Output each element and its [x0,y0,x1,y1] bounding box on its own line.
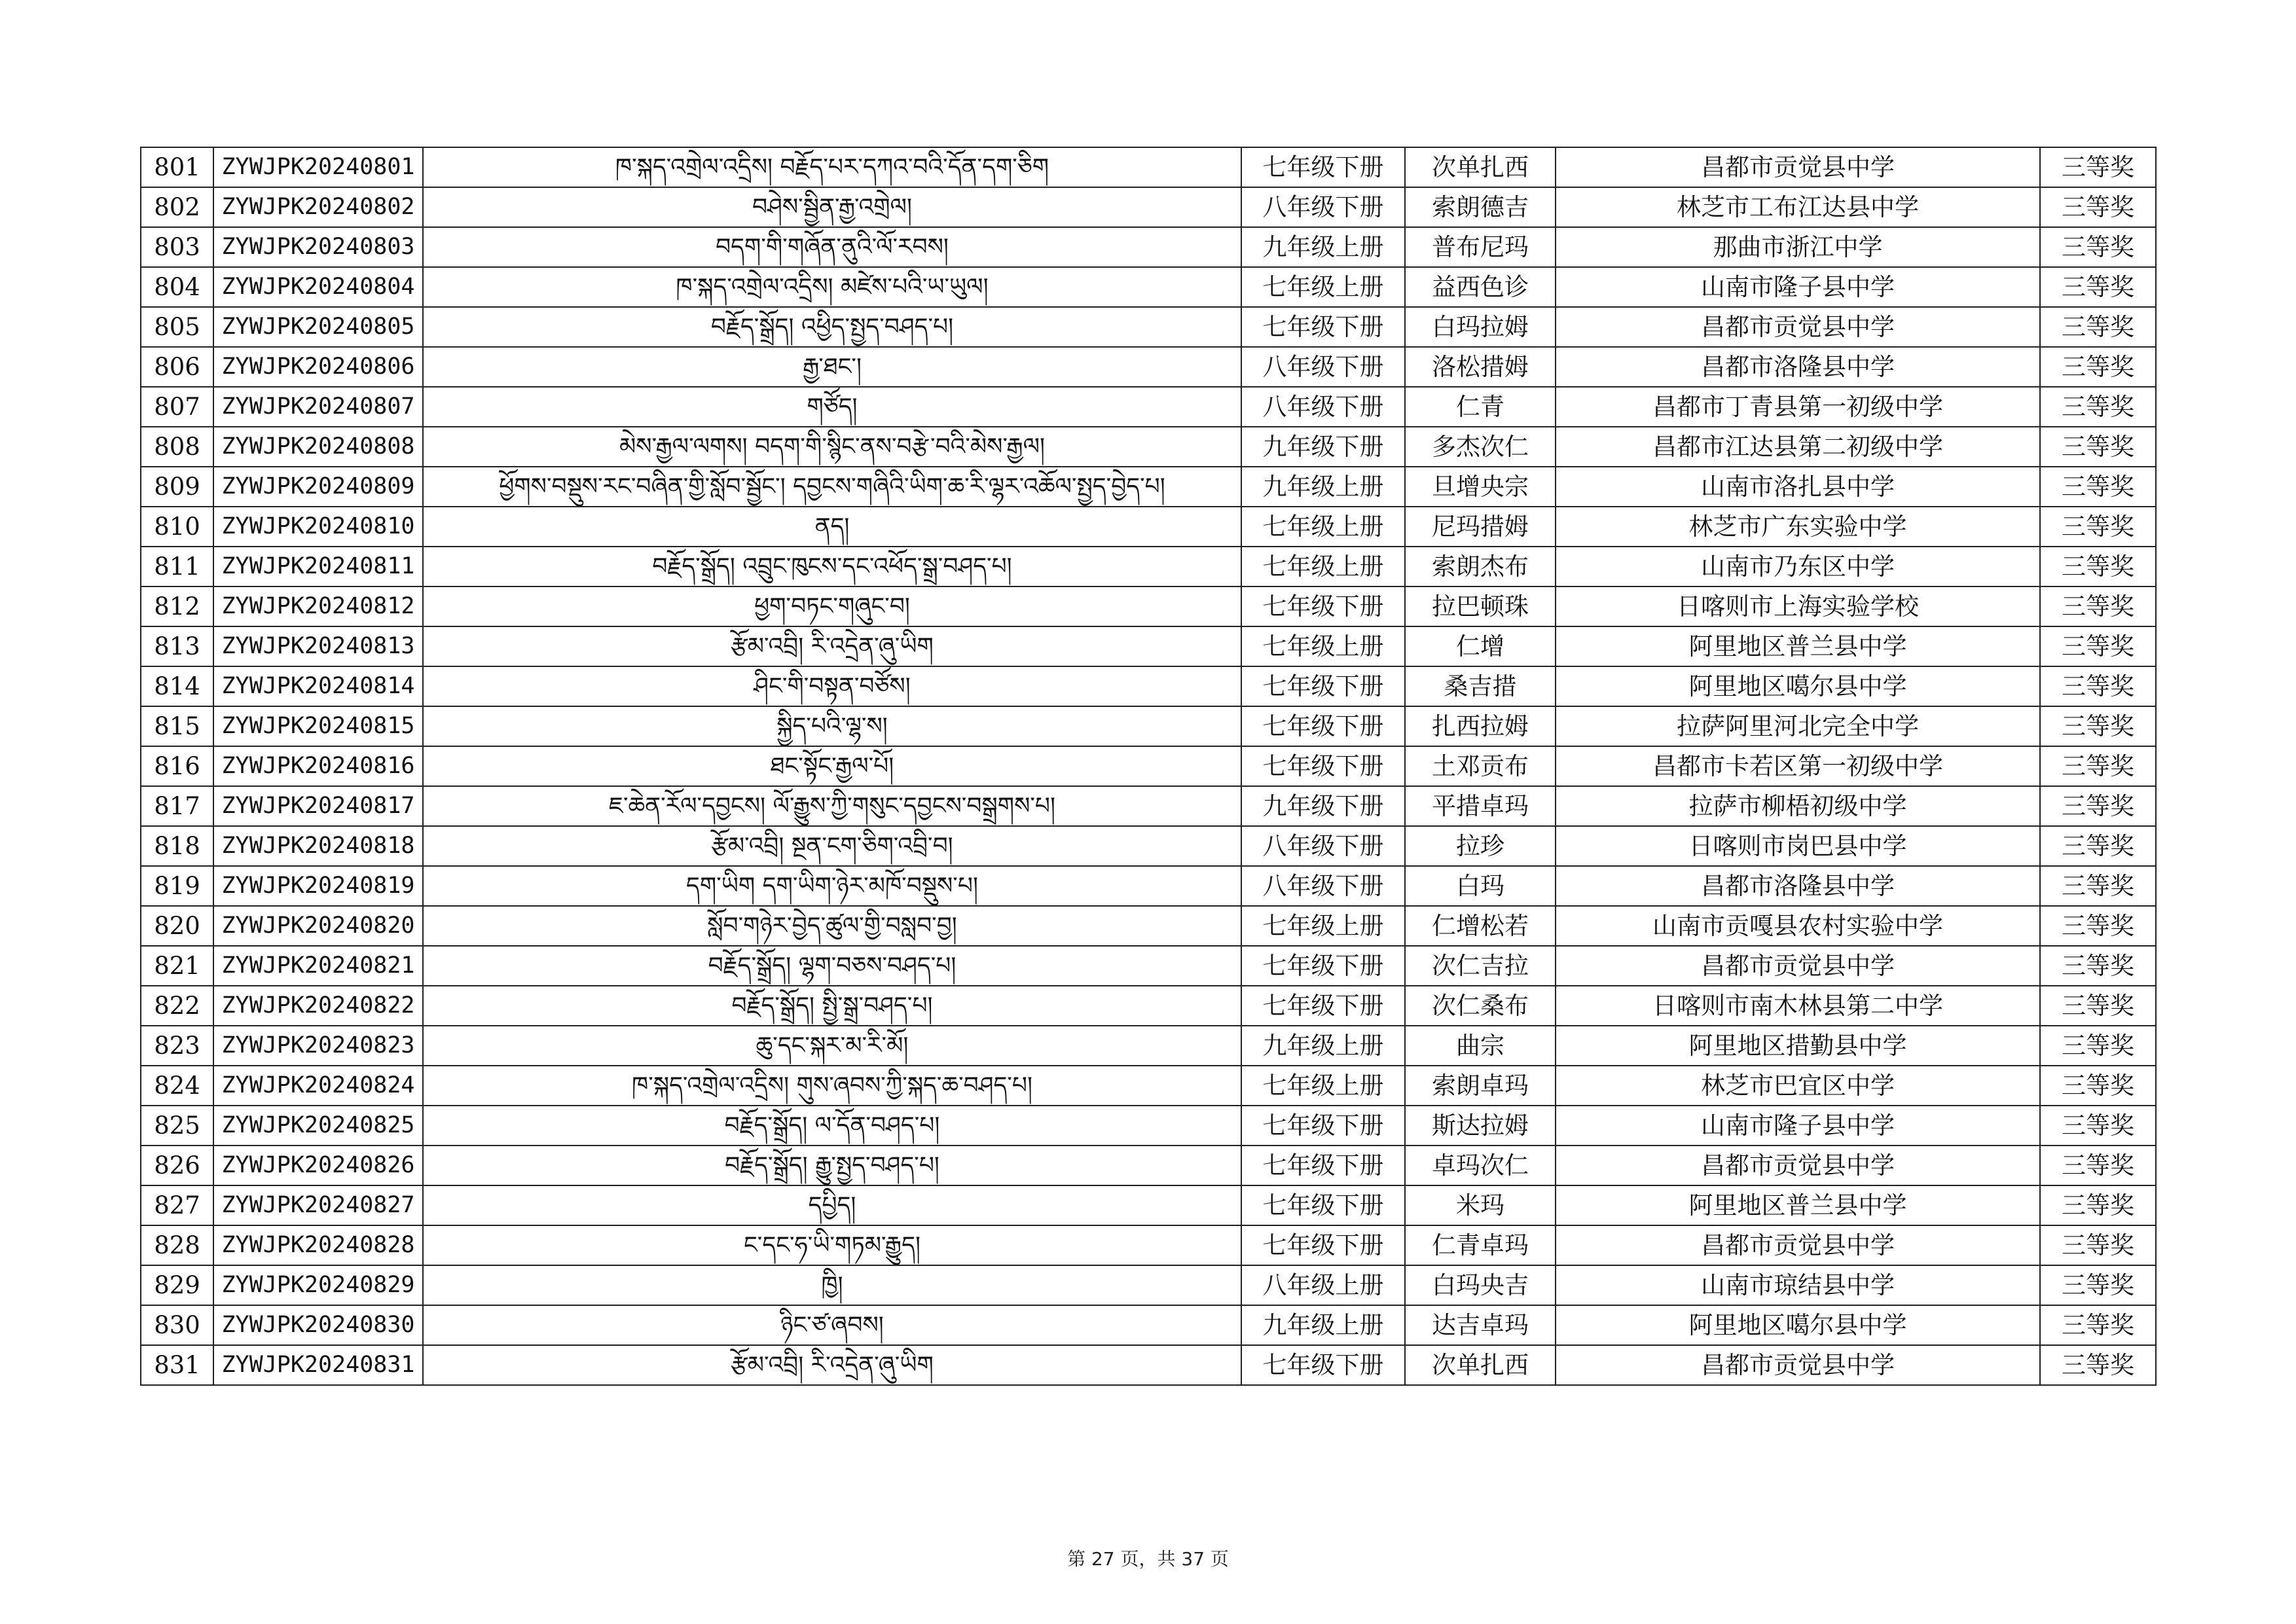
entry-code-cell: ZYWJPK20240827 [213,1185,423,1225]
table-row [141,1225,2156,1265]
school-name-cell: 林芝市工布江达县中学 [1556,187,2040,227]
textbook-grade-cell: 七年级上册 [1241,547,1405,586]
textbook-grade-cell: 八年级上册 [1241,1265,1405,1305]
lesson-title-cell: ང་དང་ཧ་ཡི་གཏམ་རྒྱུད། [423,1225,1241,1265]
row-number-cell: 808 [141,427,213,467]
table-row [141,906,2156,946]
school-name-cell: 山南市乃东区中学 [1556,547,2040,586]
teacher-name-cell: 洛松措姆 [1405,347,1556,387]
textbook-grade-cell: 九年级上册 [1241,1026,1405,1066]
lesson-title-cell: སློབ་གཉེར་བྱེད་ཚུལ་གྱི་བསླབ་བྱ། [423,906,1241,946]
entry-code-cell: ZYWJPK20240812 [213,586,423,626]
school-name-cell: 阿里地区普兰县中学 [1556,626,2040,666]
table-body [141,147,2156,1385]
entry-code-cell: ZYWJPK20240825 [213,1106,423,1146]
teacher-name-cell: 土邓贡布 [1405,746,1556,786]
lesson-title-cell: ཁ་སྐད་འགྲེལ་འདྲིས། མཛེས་པའི་ཡ་ཡུལ། [423,267,1241,307]
table-row [141,1026,2156,1066]
row-number-cell: 804 [141,267,213,307]
teacher-name-cell: 拉巴顿珠 [1405,586,1556,626]
lesson-title-cell: རྩོམ་འབྲི། རི་འདྲེན་ཞུ་ཡིག [423,626,1241,666]
lesson-title-cell: རྩོམ་འབྲི། སྔན་ངག་ཅིག་འབྲི་བ། [423,826,1241,866]
entry-code-cell: ZYWJPK20240817 [213,786,423,826]
school-name-cell: 昌都市江达县第二初级中学 [1556,427,2040,467]
textbook-grade-cell: 九年级下册 [1241,786,1405,826]
row-number-cell: 826 [141,1146,213,1185]
teacher-name-cell: 桑吉措 [1405,666,1556,706]
award-level-cell: 三等奖 [2040,786,2156,826]
textbook-grade-cell: 七年级下册 [1241,1345,1405,1385]
teacher-name-cell: 次单扎西 [1405,147,1556,187]
award-level-cell: 三等奖 [2040,307,2156,347]
award-level-cell: 三等奖 [2040,427,2156,467]
table-row [141,626,2156,666]
teacher-name-cell: 仁青卓玛 [1405,1225,1556,1265]
lesson-title-cell: ཕྱག་བཏང་གཞུང་བ། [423,586,1241,626]
lesson-title-cell: ཁྱི། [423,1265,1241,1305]
textbook-grade-cell: 八年级下册 [1241,347,1405,387]
lesson-title-cell: ཁ་སྐད་འགྲེལ་འདྲིས། བརྗོད་པར་དཀའ་བའི་དོན་དག་ཅིག [423,147,1241,187]
textbook-grade-cell: 九年级上册 [1241,467,1405,507]
award-level-cell: 三等奖 [2040,267,2156,307]
award-level-cell: 三等奖 [2040,1305,2156,1345]
entry-code-cell: ZYWJPK20240820 [213,906,423,946]
school-name-cell: 山南市琼结县中学 [1556,1265,2040,1305]
table-row [141,1185,2156,1225]
row-number-cell: 828 [141,1225,213,1265]
textbook-grade-cell: 七年级下册 [1241,307,1405,347]
row-number-cell: 814 [141,666,213,706]
lesson-title-cell: རྒྱ་ཐང་། [423,347,1241,387]
row-number-cell: 831 [141,1345,213,1385]
textbook-grade-cell: 七年级上册 [1241,507,1405,547]
textbook-grade-cell: 七年级下册 [1241,746,1405,786]
textbook-grade-cell: 七年级下册 [1241,666,1405,706]
row-number-cell: 815 [141,706,213,746]
award-level-cell: 三等奖 [2040,1146,2156,1185]
school-name-cell: 阿里地区普兰县中学 [1556,1185,2040,1225]
table-row [141,826,2156,866]
lesson-title-cell: བརྗོད་སྒྲོད། ལྷག་བཅས་བཤད་པ། [423,946,1241,986]
award-level-cell: 三等奖 [2040,547,2156,586]
award-level-cell: 三等奖 [2040,746,2156,786]
award-level-cell: 三等奖 [2040,1185,2156,1225]
lesson-title-cell: བརྗོད་སྒྲོད། ལ་དོན་བཤད་པ། [423,1106,1241,1146]
teacher-name-cell: 多杰次仁 [1405,427,1556,467]
row-number-cell: 822 [141,986,213,1026]
lesson-title-cell: ནད། [423,507,1241,547]
table-row [141,507,2156,547]
textbook-grade-cell: 七年级下册 [1241,1106,1405,1146]
entry-code-cell: ZYWJPK20240810 [213,507,423,547]
teacher-name-cell: 白玛拉姆 [1405,307,1556,347]
school-name-cell: 山南市贡嘎县农村实验中学 [1556,906,2040,946]
row-number-cell: 829 [141,1265,213,1305]
row-number-cell: 821 [141,946,213,986]
entry-code-cell: ZYWJPK20240823 [213,1026,423,1066]
textbook-grade-cell: 七年级下册 [1241,986,1405,1026]
award-level-cell: 三等奖 [2040,227,2156,267]
textbook-grade-cell: 七年级下册 [1241,1185,1405,1225]
entry-code-cell: ZYWJPK20240814 [213,666,423,706]
entry-code-cell: ZYWJPK20240802 [213,187,423,227]
row-number-cell: 809 [141,467,213,507]
teacher-name-cell: 次仁吉拉 [1405,946,1556,986]
lesson-title-cell: སྐྱིད་པའི་ལྷ་ས། [423,706,1241,746]
teacher-name-cell: 平措卓玛 [1405,786,1556,826]
teacher-name-cell: 旦增央宗 [1405,467,1556,507]
lesson-title-cell: བརྗོད་སྒྲོད། རྒྱུ་སྤྱད་བཤད་པ། [423,1146,1241,1185]
entry-code-cell: ZYWJPK20240805 [213,307,423,347]
table-row [141,946,2156,986]
row-number-cell: 811 [141,547,213,586]
school-name-cell: 昌都市贡觉县中学 [1556,1225,2040,1265]
entry-code-cell: ZYWJPK20240816 [213,746,423,786]
school-name-cell: 拉萨阿里河北完全中学 [1556,706,2040,746]
school-name-cell: 昌都市贡觉县中学 [1556,946,2040,986]
award-level-cell: 三等奖 [2040,946,2156,986]
textbook-grade-cell: 七年级下册 [1241,586,1405,626]
award-level-cell: 三等奖 [2040,1106,2156,1146]
table-row [141,467,2156,507]
entry-code-cell: ZYWJPK20240801 [213,147,423,187]
table-row [141,347,2156,387]
table-row [141,986,2156,1026]
entry-code-cell: ZYWJPK20240807 [213,387,423,427]
table-row [141,666,2156,706]
award-level-cell: 三等奖 [2040,626,2156,666]
school-name-cell: 那曲市浙江中学 [1556,227,2040,267]
teacher-name-cell: 索朗卓玛 [1405,1066,1556,1106]
entry-code-cell: ZYWJPK20240818 [213,826,423,866]
teacher-name-cell: 卓玛次仁 [1405,1146,1556,1185]
entry-code-cell: ZYWJPK20240821 [213,946,423,986]
award-level-cell: 三等奖 [2040,586,2156,626]
lesson-title-cell: ཁ་སྐད་འགྲེལ་འདྲིས། གུས་ཞབས་ཀྱི་སྐད་ཆ་བཤད་པ། [423,1066,1241,1106]
row-number-cell: 803 [141,227,213,267]
teacher-name-cell: 斯达拉姆 [1405,1106,1556,1146]
teacher-name-cell: 索朗杰布 [1405,547,1556,586]
award-level-cell: 三等奖 [2040,187,2156,227]
award-level-cell: 三等奖 [2040,666,2156,706]
lesson-title-cell: བརྗོད་སྒྲོད། འབྲུང་ཁུངས་དང་འཕོད་སྒྲ་བཤད་པ། [423,547,1241,586]
row-number-cell: 813 [141,626,213,666]
row-number-cell: 802 [141,187,213,227]
entry-code-cell: ZYWJPK20240815 [213,706,423,746]
teacher-name-cell: 仁青 [1405,387,1556,427]
entry-code-cell: ZYWJPK20240829 [213,1265,423,1305]
table-row [141,866,2156,906]
school-name-cell: 林芝市广东实验中学 [1556,507,2040,547]
textbook-grade-cell: 七年级下册 [1241,706,1405,746]
table-row [141,147,2156,187]
textbook-grade-cell: 九年级下册 [1241,427,1405,467]
row-number-cell: 823 [141,1026,213,1066]
award-list-table [140,147,2157,1386]
teacher-name-cell: 白玛央吉 [1405,1265,1556,1305]
entry-code-cell: ZYWJPK20240826 [213,1146,423,1185]
award-level-cell: 三等奖 [2040,1345,2156,1385]
school-name-cell: 阿里地区措勤县中学 [1556,1026,2040,1066]
lesson-title-cell: བརྗོད་སྒྲོད། འཕྱིད་སྤྱད་བཤད་པ། [423,307,1241,347]
teacher-name-cell: 白玛 [1405,866,1556,906]
teacher-name-cell: 扎西拉姆 [1405,706,1556,746]
table-row [141,1265,2156,1305]
textbook-grade-cell: 七年级上册 [1241,906,1405,946]
entry-code-cell: ZYWJPK20240828 [213,1225,423,1265]
textbook-grade-cell: 八年级下册 [1241,187,1405,227]
award-level-cell: 三等奖 [2040,826,2156,866]
row-number-cell: 810 [141,507,213,547]
teacher-name-cell: 仁增 [1405,626,1556,666]
textbook-grade-cell: 七年级下册 [1241,946,1405,986]
teacher-name-cell: 仁增松若 [1405,906,1556,946]
row-number-cell: 819 [141,866,213,906]
row-number-cell: 830 [141,1305,213,1345]
row-number-cell: 817 [141,786,213,826]
table-row [141,786,2156,826]
row-number-cell: 805 [141,307,213,347]
award-level-cell: 三等奖 [2040,866,2156,906]
teacher-name-cell: 益西色诊 [1405,267,1556,307]
table-row [141,387,2156,427]
entry-code-cell: ZYWJPK20240809 [213,467,423,507]
row-number-cell: 816 [141,746,213,786]
table-row [141,746,2156,786]
lesson-title-cell: བརྗོད་སྒྲོད། སྤྱི་སྒྲ་བཤད་པ། [423,986,1241,1026]
table-row [141,1345,2156,1385]
textbook-grade-cell: 七年级下册 [1241,147,1405,187]
table-row [141,1066,2156,1106]
lesson-title-cell: ཇ་ཆེན་རོལ་དབྱངས། ལོ་རྒྱུས་ཀྱི་གསུང་དབྱངས་བསྒྲགས་པ། [423,786,1241,826]
textbook-grade-cell: 九年级上册 [1241,227,1405,267]
lesson-title-cell: མེས་རྒྱལ་ལགས། བདག་གི་སྙིང་ནས་བརྩེ་བའི་མེས་རྒྱལ། [423,427,1241,467]
teacher-name-cell: 普布尼玛 [1405,227,1556,267]
textbook-grade-cell: 七年级上册 [1241,267,1405,307]
row-number-cell: 818 [141,826,213,866]
school-name-cell: 日喀则市南木林县第二中学 [1556,986,2040,1026]
lesson-title-cell: དག་ཡིག དག་ཡིག་ཉེར་མཁོ་བསྡུས་པ། [423,866,1241,906]
award-level-cell: 三等奖 [2040,1066,2156,1106]
table-row [141,227,2156,267]
teacher-name-cell: 拉珍 [1405,826,1556,866]
lesson-title-cell: བདག་གི་གཞོན་ནུའི་ལོ་རབས། [423,227,1241,267]
teacher-name-cell: 尼玛措姆 [1405,507,1556,547]
school-name-cell: 林芝市巴宜区中学 [1556,1066,2040,1106]
textbook-grade-cell: 八年级下册 [1241,826,1405,866]
table-row [141,267,2156,307]
lesson-title-cell: ཉིང་ཙ་ཞབས། [423,1305,1241,1345]
school-name-cell: 阿里地区噶尔县中学 [1556,1305,2040,1345]
table-row [141,1146,2156,1185]
school-name-cell: 昌都市洛隆县中学 [1556,866,2040,906]
textbook-grade-cell: 八年级下册 [1241,866,1405,906]
teacher-name-cell: 米玛 [1405,1185,1556,1225]
school-name-cell: 昌都市贡觉县中学 [1556,307,2040,347]
row-number-cell: 806 [141,347,213,387]
school-name-cell: 昌都市洛隆县中学 [1556,347,2040,387]
textbook-grade-cell: 七年级上册 [1241,1066,1405,1106]
lesson-title-cell: ཆུ་དང་སྐར་མ་རི་མོ། [423,1026,1241,1066]
school-name-cell: 日喀则市岗巴县中学 [1556,826,2040,866]
school-name-cell: 拉萨市柳梧初级中学 [1556,786,2040,826]
award-level-cell: 三等奖 [2040,467,2156,507]
table-row [141,187,2156,227]
award-level-cell: 三等奖 [2040,1265,2156,1305]
teacher-name-cell: 索朗德吉 [1405,187,1556,227]
page-footer: 第 27 页，共 37 页 [1067,1548,1229,1570]
school-name-cell: 山南市隆子县中学 [1556,1106,2040,1146]
table-row [141,1305,2156,1345]
lesson-title-cell: དཔྱིད། [423,1185,1241,1225]
school-name-cell: 阿里地区噶尔县中学 [1556,666,2040,706]
textbook-grade-cell: 七年级下册 [1241,1225,1405,1265]
entry-code-cell: ZYWJPK20240811 [213,547,423,586]
teacher-name-cell: 曲宗 [1405,1026,1556,1066]
textbook-grade-cell: 九年级上册 [1241,1305,1405,1345]
lesson-title-cell: ཐང་སྟོང་རྒྱལ་པོ། [423,746,1241,786]
school-name-cell: 昌都市贡觉县中学 [1556,1345,2040,1385]
lesson-title-cell: ཕྱོགས་བསྡུས་རང་བཞིན་གྱི་སློབ་སྦྱོང་། དབྱངས་གཞིའི་ཡིག་ཆ་རི་ལྷར་འཆོལ་སྤྱད་བྱེད་པ། [423,467,1241,507]
entry-code-cell: ZYWJPK20240822 [213,986,423,1026]
school-name-cell: 日喀则市上海实验学校 [1556,586,2040,626]
table-row [141,1106,2156,1146]
school-name-cell: 山南市洛扎县中学 [1556,467,2040,507]
teacher-name-cell: 次单扎西 [1405,1345,1556,1385]
school-name-cell: 山南市隆子县中学 [1556,267,2040,307]
table-row [141,706,2156,746]
table-row [141,427,2156,467]
entry-code-cell: ZYWJPK20240808 [213,427,423,467]
lesson-title-cell: གཙོད། [423,387,1241,427]
award-level-cell: 三等奖 [2040,387,2156,427]
row-number-cell: 812 [141,586,213,626]
lesson-title-cell: ཤིང་གི་བསྟན་བཙོས། [423,666,1241,706]
entry-code-cell: ZYWJPK20240830 [213,1305,423,1345]
school-name-cell: 昌都市丁青县第一初级中学 [1556,387,2040,427]
textbook-grade-cell: 七年级上册 [1241,626,1405,666]
award-level-cell: 三等奖 [2040,507,2156,547]
entry-code-cell: ZYWJPK20240813 [213,626,423,666]
award-level-cell: 三等奖 [2040,906,2156,946]
award-level-cell: 三等奖 [2040,1225,2156,1265]
table-row [141,307,2156,347]
award-level-cell: 三等奖 [2040,986,2156,1026]
award-level-cell: 三等奖 [2040,147,2156,187]
row-number-cell: 807 [141,387,213,427]
entry-code-cell: ZYWJPK20240804 [213,267,423,307]
entry-code-cell: ZYWJPK20240831 [213,1345,423,1385]
table-row [141,586,2156,626]
entry-code-cell: ZYWJPK20240806 [213,347,423,387]
award-level-cell: 三等奖 [2040,1026,2156,1066]
row-number-cell: 820 [141,906,213,946]
entry-code-cell: ZYWJPK20240819 [213,866,423,906]
school-name-cell: 昌都市贡觉县中学 [1556,1146,2040,1185]
entry-code-cell: ZYWJPK20240803 [213,227,423,267]
textbook-grade-cell: 七年级下册 [1241,1146,1405,1185]
textbook-grade-cell: 八年级下册 [1241,387,1405,427]
entry-code-cell: ZYWJPK20240824 [213,1066,423,1106]
award-level-cell: 三等奖 [2040,347,2156,387]
award-level-cell: 三等奖 [2040,706,2156,746]
school-name-cell: 昌都市卡若区第一初级中学 [1556,746,2040,786]
row-number-cell: 827 [141,1185,213,1225]
teacher-name-cell: 达吉卓玛 [1405,1305,1556,1345]
row-number-cell: 825 [141,1106,213,1146]
lesson-title-cell: རྩོམ་འབྲི། རི་འདྲེན་ཞུ་ཡིག [423,1345,1241,1385]
row-number-cell: 824 [141,1066,213,1106]
table-row [141,547,2156,586]
school-name-cell: 昌都市贡觉县中学 [1556,147,2040,187]
teacher-name-cell: 次仁桑布 [1405,986,1556,1026]
lesson-title-cell: བཤེས་སྦྱིན་རྒྱ་འགྲེལ། [423,187,1241,227]
row-number-cell: 801 [141,147,213,187]
